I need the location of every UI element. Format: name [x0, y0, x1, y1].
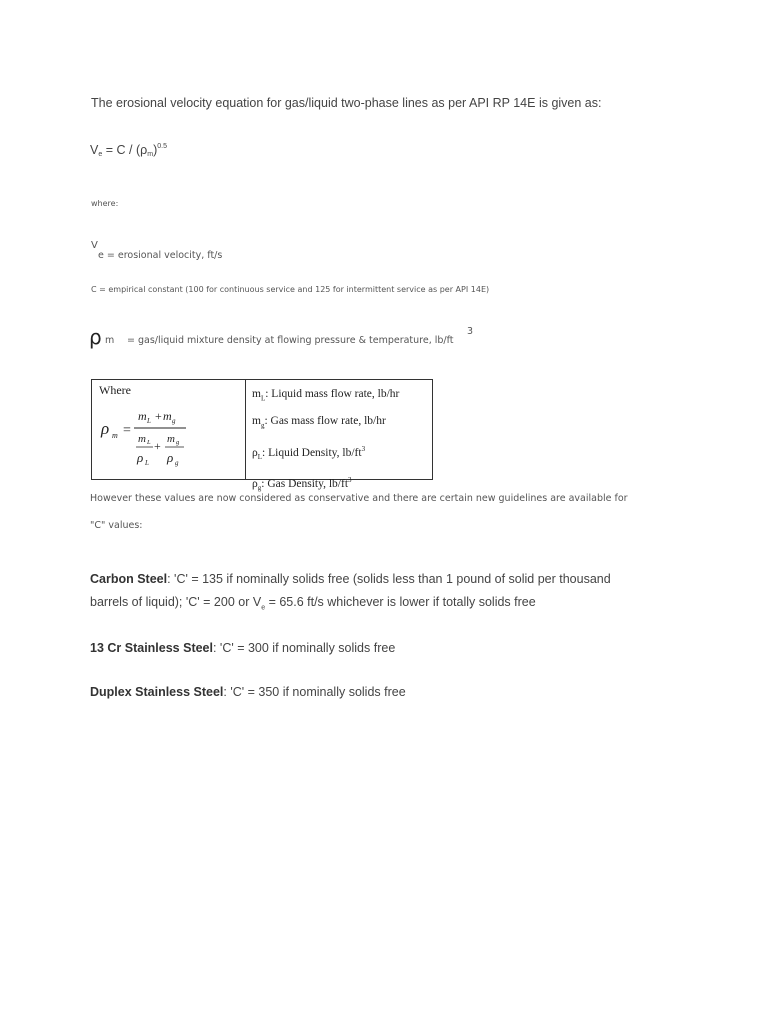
def-gas-density: $\rho_g$: Gas Density, $lb/ft^3$	[252, 475, 352, 492]
ve-symbol: V	[91, 240, 98, 251]
mixture-density-formula	[92, 380, 245, 480]
rho-definition: = gas/liquid mixture density at flowing pressure & temperature, lb/ft	[127, 335, 454, 346]
mixture-density-formula-box	[91, 379, 433, 492]
formula-den-plus: +	[154, 439, 161, 453]
carbon-steel-line1: Carbon Steel: 'C' = 135 if nominally solids free (solids less than 1 pound of solid per thousand	[90, 572, 611, 586]
intro-text: The erosional velocity equation for gas/liquid two-phase lines as per API RP 14E is given as:	[91, 96, 602, 110]
carbon-steel-line2: barrels of liquid); 'C' = 200 or $V_e = 65.6$ ft/s whichever is lower if totally solids free	[90, 595, 536, 612]
formula-den-rho1-sub: L	[145, 459, 149, 467]
erosional-velocity-equation	[90, 143, 167, 158]
formula-den-rho2-sub: g	[175, 459, 179, 467]
rho-symbol: ρ	[89, 325, 102, 349]
box-where-label: Where	[99, 383, 131, 397]
c-definition: C = empirical constant (100 for continuous service and 125 for intermittent service as per API 14E)	[91, 285, 490, 294]
eq-lhs: V	[90, 143, 99, 157]
duplex-stainless-steel-line: Duplex Stainless Steel: 'C' = 350 if nominally solids free	[90, 685, 406, 699]
formula-num-m2: m	[163, 409, 172, 423]
formula-num-m1-sub: L	[147, 417, 151, 425]
formula-num-m1: m	[138, 409, 147, 423]
carbon-steel-label: Carbon Steel	[90, 572, 168, 586]
formula-den-rho1: ρ	[137, 450, 144, 465]
rho-subscript: m	[105, 335, 115, 346]
formula-num-m2-sub: g	[172, 417, 176, 425]
guideline-note-line1: However these values are now considered as conservative and there are certain new guidelines are available for	[90, 493, 628, 504]
formula-den-rho2: ρ	[167, 450, 174, 465]
guideline-note-line2: "C" values:	[90, 520, 143, 531]
formula-num-plus: +	[155, 409, 162, 423]
ve-definition: e = erosional velocity, ft/s	[98, 250, 223, 261]
box-divider	[245, 380, 246, 479]
variable-definitions	[252, 383, 399, 500]
cr-stainless-steel-line: 13 Cr Stainless Steel: 'C' = 300 if nominally solids free	[90, 641, 396, 655]
formula-den-m2-sub: g	[176, 439, 180, 446]
formula-equals: =	[123, 423, 131, 438]
formula-lhs-sub: m	[112, 431, 118, 440]
def-liquid-density: $\rho_L$: Liquid Density, $lb/ft^3$	[252, 444, 366, 461]
eq-close: )	[153, 143, 158, 157]
duplex-stainless-steel-label: Duplex Stainless Steel	[90, 685, 224, 699]
formula-den-m2: m	[167, 433, 175, 445]
formula-den-m1-sub: L	[147, 439, 151, 446]
cr-stainless-steel-label: 13 Cr Stainless Steel	[90, 641, 213, 655]
def-gas-mass-flow: $m_g$: Gas mass flow rate, lb/hr	[252, 415, 386, 430]
formula-den-m1: m	[138, 433, 146, 445]
eq-mid-sub: m	[147, 151, 154, 158]
def-liquid-mass-flow: $m_L$: Liquid mass flow rate, lb/hr	[252, 388, 400, 403]
where-label: where:	[91, 199, 119, 208]
rho-exponent: 3	[467, 326, 474, 337]
eq-mid: = C / (ρ	[102, 143, 148, 157]
formula-lhs: ρ	[101, 419, 110, 438]
eq-lhs-sub: e	[98, 151, 103, 158]
eq-exponent: 0.5	[157, 143, 167, 150]
